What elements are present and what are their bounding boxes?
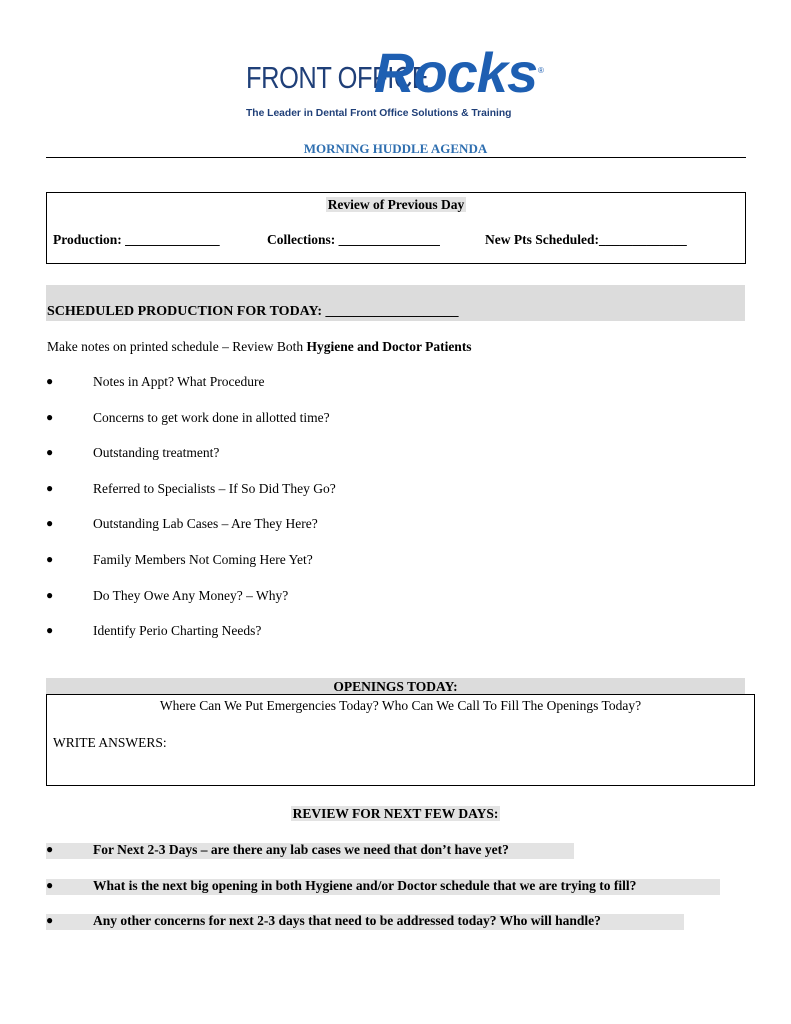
openings-today-box: [46, 694, 755, 786]
write-answers-label: WRITE ANSWERS:: [53, 735, 167, 750]
bullet-icon: ●: [46, 877, 54, 892]
review-previous-day-box: [46, 192, 746, 264]
list-item: ● Family Members Not Coming Here Yet?: [46, 551, 313, 567]
title-divider: [46, 157, 746, 158]
openings-question: Where Can We Put Emergencies Today? Who Can We Call To Fill The Openings Today?: [159, 698, 642, 713]
review-previous-day-heading: Review of Previous Day: [327, 197, 465, 212]
list-item: ● What is the next big opening in both Hygiene and/or Doctor schedule that we are trying to fill?: [46, 878, 746, 914]
production-field: Production: ______________: [53, 232, 220, 247]
bullet-icon: ●: [46, 374, 54, 388]
list-item: ● Outstanding Lab Cases – Are They Here?: [46, 516, 318, 532]
bullet-icon: ●: [46, 842, 54, 856]
openings-today-heading: OPENINGS TODAY:: [333, 679, 458, 694]
list-item: ● Concerns to get work done in allotted time?: [46, 409, 330, 425]
logo-registered-mark: ®: [538, 66, 544, 75]
bullet-icon: ●: [46, 480, 54, 495]
bullet-icon: ●: [46, 587, 54, 602]
bullet-icon: ●: [46, 409, 54, 424]
bullet-icon: ●: [46, 516, 54, 531]
collections-field: Collections: _______________: [267, 232, 440, 247]
list-item: ● Any other concerns for next 2-3 days that need to be addressed today? Who will handle?: [46, 913, 746, 949]
review-next-days-heading: REVIEW FOR NEXT FEW DAYS:: [292, 806, 499, 821]
bullet-icon: ●: [46, 913, 54, 928]
new-pts-scheduled-field: New Pts Scheduled:_____________: [485, 232, 687, 247]
list-item: ● Do They Owe Any Money? – Why?: [46, 587, 289, 603]
scheduled-production-heading: SCHEDULED PRODUCTION FOR TODAY: ___________________: [47, 304, 459, 319]
next-days-checklist: [46, 842, 746, 949]
document-title: MORNING HUDDLE AGENDA: [303, 141, 488, 156]
bullet-icon: ●: [46, 445, 54, 460]
list-item: ● Referred to Specialists – If So Did They Go?: [46, 480, 336, 496]
bullet-icon: ●: [46, 623, 54, 638]
logo-tagline: The Leader in Dental Front Office Solutions & Training: [246, 108, 512, 119]
list-item: ● Outstanding treatment?: [46, 445, 220, 461]
bullet-icon: ●: [46, 551, 54, 566]
review-fields-row: [53, 232, 687, 248]
logo-rocks-text: Rocks: [374, 41, 538, 104]
list-item: ● Notes in Appt? What Procedure: [46, 374, 265, 389]
todays-checklist: [46, 374, 746, 659]
logo-front-office-text: FRONT OFFICE: [246, 60, 429, 95]
schedule-notes-instruction: Make notes on printed schedule – Review Both Hygiene and Doctor Patients: [47, 339, 472, 354]
list-item: ● For Next 2-3 Days – are there any lab cases we need that don’t have yet?: [46, 842, 746, 878]
list-item: ● Identify Perio Charting Needs?: [46, 623, 262, 639]
